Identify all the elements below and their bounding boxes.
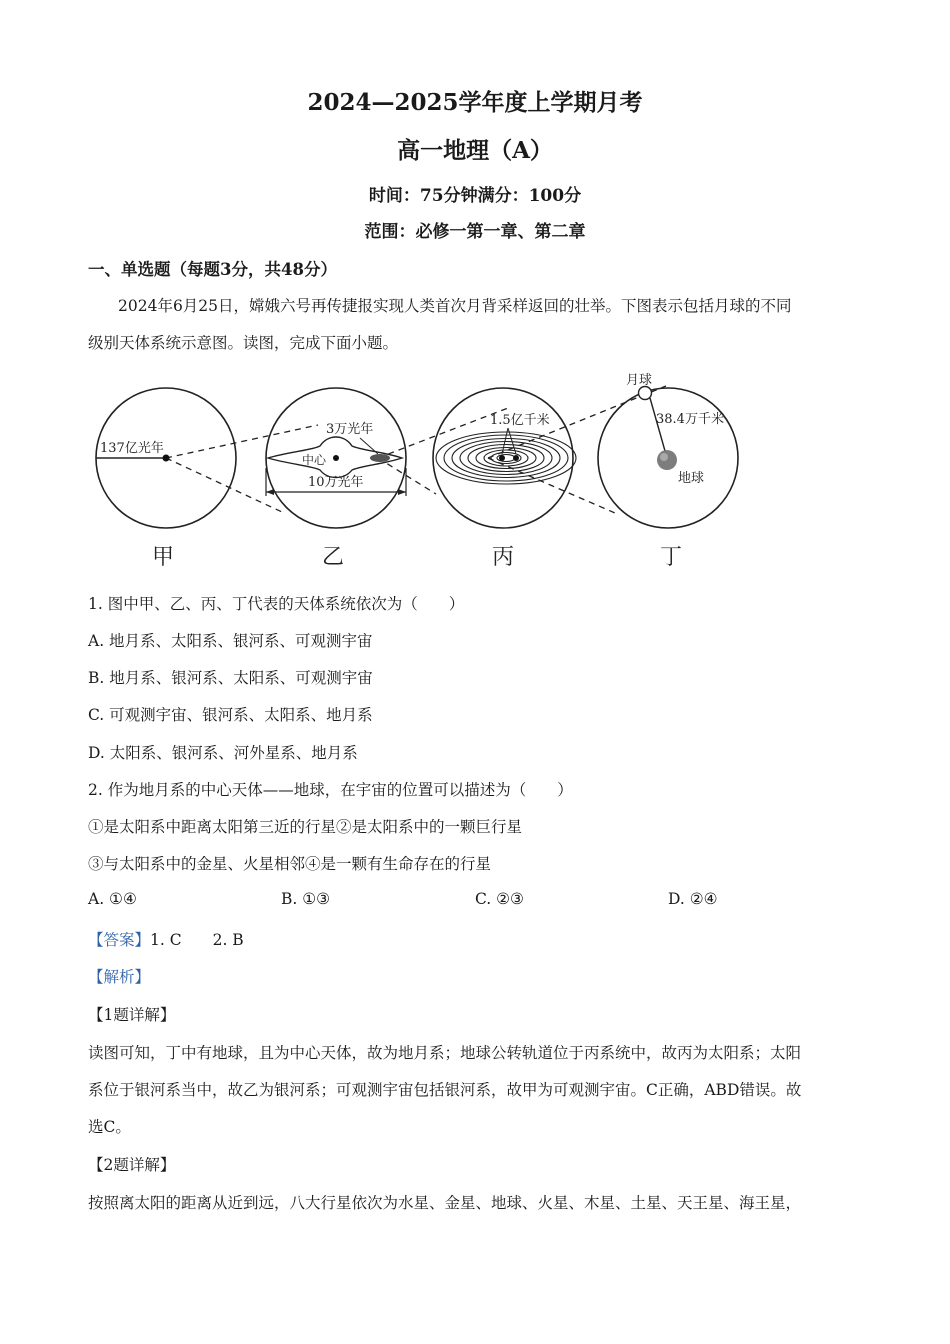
detail2-line-1: 按照离太阳的距离从近到远，八大行星依次为水星、金星、地球、火星、木星、土星、天王星、海王星， — [88, 1194, 802, 1212]
label-moon: 月球 — [626, 373, 653, 388]
detail2-heading: 【2题详解】 — [88, 1156, 176, 1174]
exam-title: 2024—2025学年度上学期月考 — [307, 89, 643, 116]
answer-tag: 【答案】 — [88, 931, 151, 949]
detail1-line-2: 系位于银河系当中，故乙为银河系；可观测宇宙包括银河系，故甲为可观测宇宙。C正确，ABD错误。故 — [88, 1081, 802, 1099]
section-heading: 一、单选题（每题3分，共48分） — [88, 260, 337, 279]
q2-option-b: B. ①③ — [281, 890, 331, 908]
exam-scope: 范围：必修一第一章、第二章 — [364, 222, 586, 242]
q1-option-c: C. 可观测宇宙、银河系、太阳系、地月系 — [88, 706, 373, 724]
label-earth: 地球 — [678, 471, 705, 486]
label-137: 137亿光年 — [100, 441, 164, 456]
q1-option-b: B. 地月系、银河系、太阳系、可观测宇宙 — [88, 669, 373, 687]
time-score: 时间：75分钟满分：100分 — [368, 186, 582, 206]
q2-items-2: ③与太阳系中的金星、火星相邻④是一颗有生命存在的行星 — [88, 855, 492, 873]
celestial-systems-figure — [88, 368, 758, 573]
intro-line-2: 级别天体系统示意图。读图，完成下面小题。 — [88, 334, 399, 352]
subject-title: 高一地理（A） — [397, 137, 553, 164]
label-10wan: 10万光年 — [308, 475, 364, 490]
sun-point — [499, 455, 505, 461]
intro-line-1: 2024年6月25日，嫦娥六号再传捷报实现人类首次月背采样返回的壮举。下图表示包括月球的不同 — [118, 297, 792, 315]
analysis-tag: 【解析】 — [88, 968, 151, 986]
caption-jia: 甲 — [152, 545, 175, 570]
q2-option-a: A. ①④ — [88, 890, 137, 908]
answer-line — [88, 928, 244, 950]
q2-items-1: ①是太阳系中距离太阳第三近的行星②是太阳系中的一颗巨行星 — [88, 818, 523, 836]
detail1-line-3: 选C。 — [88, 1118, 131, 1136]
q2-option-d: D. ②④ — [668, 890, 718, 908]
q1-option-d: D. 太阳系、银河系、河外星系、地月系 — [88, 744, 358, 762]
label-3wan: 3万光年 — [326, 422, 374, 437]
galaxy-center-point — [333, 455, 339, 461]
caption-bing: 丙 — [492, 545, 515, 570]
detail1-line-1: 读图可知，丁中有地球，且为中心天体，故为地月系；地球公转轨道位于丙系统中，故丙为太阳系；太阳 — [88, 1044, 802, 1062]
detail1-heading: 【1题详解】 — [88, 1006, 176, 1024]
answer-text: 1. C 2. B — [150, 931, 244, 949]
label-1-5yi: 1.5亿千米 — [490, 413, 550, 428]
label-38-4: 38.4万千米 — [656, 412, 724, 427]
moon-symbol — [639, 387, 652, 400]
q1-option-a: A. 地月系、太阳系、银河系、可观测宇宙 — [88, 632, 373, 650]
q2-stem: 2. 作为地月系的中心天体——地球，在宇宙的位置可以描述为（ ） — [88, 781, 573, 799]
caption-ding: 丁 — [660, 545, 683, 570]
q1-stem: 1. 图中甲、乙、丙、丁代表的天体系统依次为（ ） — [88, 595, 465, 613]
caption-yi: 乙 — [322, 545, 345, 570]
q2-option-c: C. ②③ — [475, 890, 524, 908]
earth-orbit-point — [513, 455, 519, 461]
label-center: 中心 — [302, 453, 327, 467]
earth-symbol — [657, 450, 677, 470]
